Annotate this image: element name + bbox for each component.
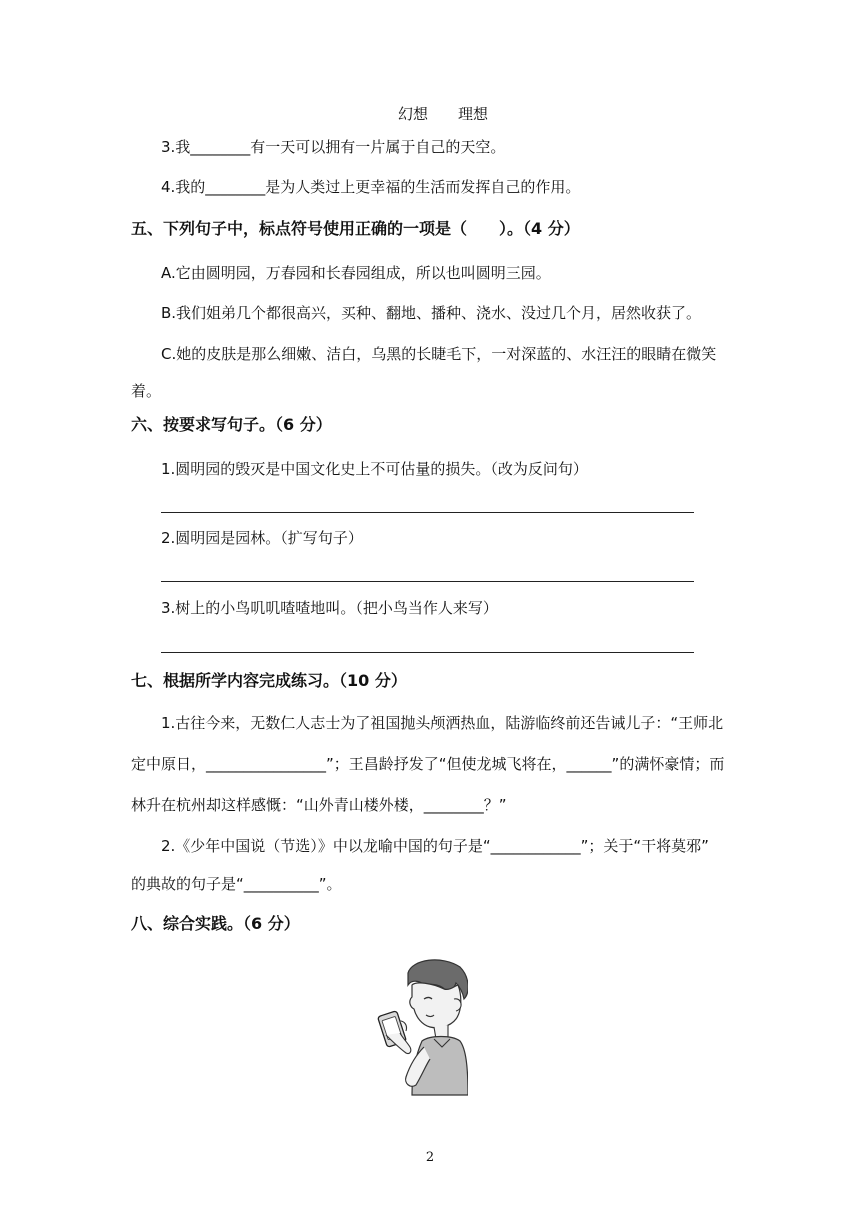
- section-8-heading: 八、综合实践。（6 分）: [131, 914, 300, 933]
- rewrite-question-1: 1.圆明园的毁灭是中国文化史上不可估量的损失。（改为反问句）: [161, 460, 588, 478]
- section-6-heading: 六、按要求写句子。（6 分）: [131, 415, 332, 434]
- section-7-heading: 七、根据所学内容完成练习。（10 分）: [131, 671, 407, 690]
- page-number: 2: [425, 1150, 435, 1165]
- boy-with-phone-illustration: [372, 955, 468, 1097]
- poem-question-2-line-1: 2.《少年中国说（节选）》中以龙喻中国的句子是“____________”；关于“干将莫邪”: [161, 837, 709, 855]
- rewrite-question-2: 2.圆明园是园林。（扩写句子）: [161, 529, 363, 547]
- option-a: A.它由圆明园，万春园和长春园组成，所以也叫圆明三园。: [161, 264, 551, 282]
- fill-item-3: 3.我________有一天可以拥有一片属于自己的天空。: [161, 138, 506, 156]
- top-words: 幻想 理想: [398, 105, 489, 123]
- option-b: B.我们姐弟几个都很高兴，买种、翻地、播种、浇水、没过几个月，居然收获了。: [161, 304, 702, 322]
- answer-line-2[interactable]: [161, 581, 694, 582]
- poem-question-2-line-2: 的典故的句子是“__________”。: [131, 875, 342, 893]
- answer-line-3[interactable]: [161, 652, 694, 653]
- rewrite-question-3: 3.树上的小鸟叽叽喳喳地叫。（把小鸟当作人来写）: [161, 599, 498, 617]
- poem-question-1-line-1: 1.古往今来，无数仁人志士为了祖国抛头颅洒热血，陆游临终前还告诫儿子：“王师北: [161, 714, 724, 732]
- poem-question-1-line-2: 定中原日，________________”；王昌龄抒发了“但使龙城飞将在，______”的满怀豪情；而: [131, 755, 725, 773]
- section-5-heading: 五、下列句子中，标点符号使用正确的一项是（ ）。（4 分）: [131, 219, 580, 238]
- option-c-line-2: 着。: [131, 382, 162, 400]
- fill-item-4: 4.我的________是为人类过上更幸福的生活而发挥自己的作用。: [161, 178, 581, 196]
- answer-line-1[interactable]: [161, 512, 694, 513]
- poem-question-1-line-3: 林升在杭州却这样感慨：“山外青山楼外楼，________？”: [131, 796, 507, 814]
- option-c-line-1: C.她的皮肤是那么细嫩、洁白，乌黑的长睫毛下，一对深蓝的、水汪汪的眼睛在微笑: [161, 345, 717, 363]
